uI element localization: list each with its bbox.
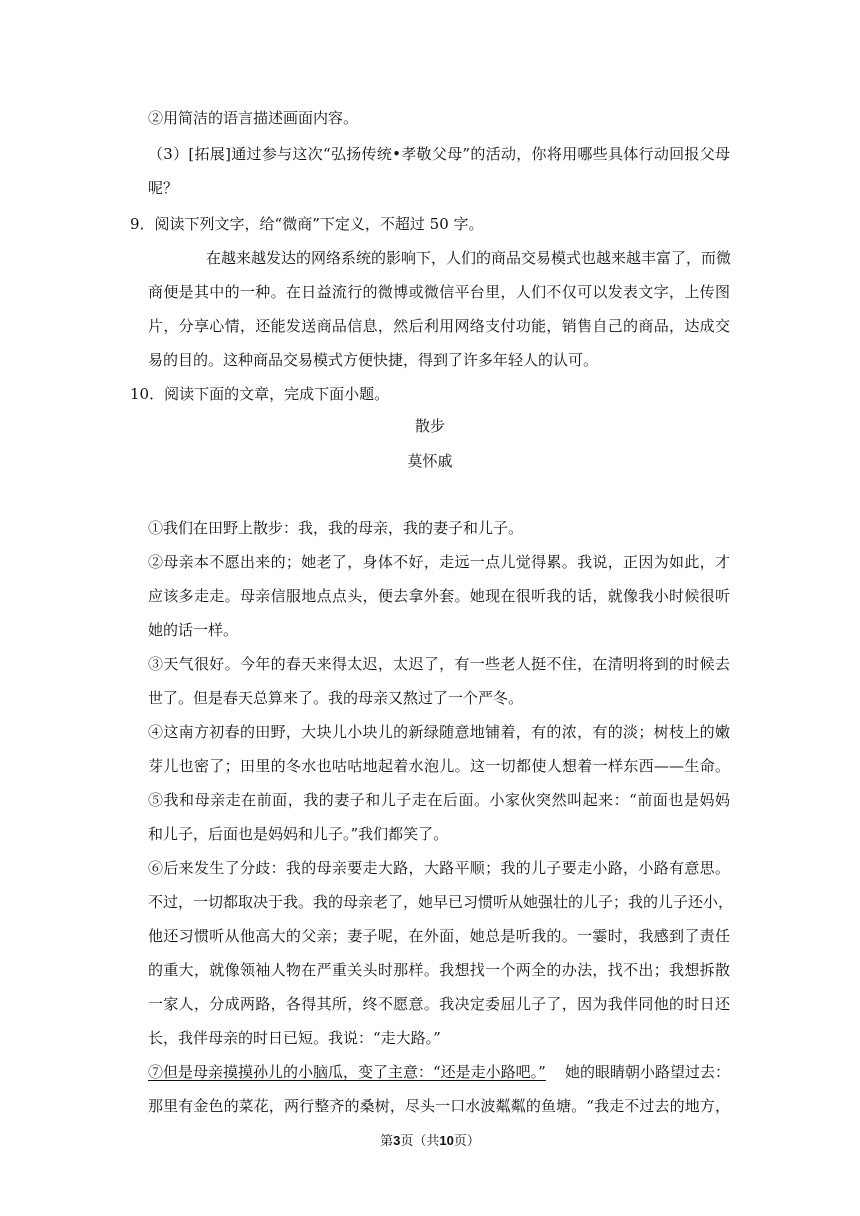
article-author: 莫怀戚	[407, 452, 453, 470]
article-para-6-line2: 不过，一切都取决于我。我的母亲老了，她早已习惯听从她强壮的儿子；我的儿子还小，	[148, 893, 734, 911]
article-para-5-line1: ⑤我和母亲走在前面，我的妻子和儿子走在后面。小家伙突然叫起来：“前面也是妈妈	[148, 791, 730, 809]
footer-mid: 页（共	[400, 1134, 440, 1149]
article-para-4-line2: 芽儿也密了；田里的冬水也咕咕地起着水泡儿。这一切都使人想着一样东西——生命。	[148, 757, 730, 775]
article-para-6-line3: 他还习惯听从他高大的父亲；妻子呢，在外面，她总是听我的。一霎时，我感到了责任	[148, 927, 730, 945]
article-para-5-line2: 和儿子，后面也是妈妈和儿子。”我们都笑了。	[148, 825, 449, 843]
article-para-2-line1: ②母亲本不愿出来的；她老了，身体不好，走远一点儿觉得累。我说，正因为如此，才	[148, 553, 730, 571]
underlined-sentence: ⑦但是母亲摸摸孙儿的小脑瓜，变了主意：“还是走小路吧。”	[148, 1063, 546, 1081]
q10-stem: 10．阅读下面的文章，完成下面小题。	[130, 385, 390, 403]
page-footer	[0, 1132, 860, 1151]
article-para-1: ①我们在田野上散步：我，我的母亲，我的妻子和儿子。	[148, 519, 524, 537]
q8-item3-line2: 呢？	[148, 179, 179, 197]
q8-item3-line1: （3）[拓展]通过参与这次“弘扬传统•孝敬父母”的活动，你将用哪些具体行动回报父母	[148, 145, 730, 163]
article-para-4-line1: ④这南方初春的田野，大块儿小块儿的新绿随意地铺着，有的浓，有的淡；树枝上的嫩	[148, 723, 730, 741]
para-7-line1-rest: 她的眼睛朝小路望过去：	[564, 1063, 730, 1081]
article-para-7-line1	[148, 1062, 730, 1082]
article-title: 散步	[414, 417, 445, 435]
footer-page-number: 3	[393, 1133, 401, 1148]
article-para-6-line4: 的重大，就像领袖人物在严重关头时那样。我想找一个两全的办法，找不出；我想拆散	[148, 961, 730, 979]
q9-stem: 9．阅读下列文字，给“微商”下定义，不超过 50 字。	[130, 215, 484, 233]
q9-passage-line1: 在越来越发达的网络系统的影响下，人们的商品交易模式也越来越丰富了，而微	[206, 249, 732, 267]
q9-passage-line2: 商便是其中的一种。在日益流行的微博或微信平台里，人们不仅可以发表文字，上传图	[148, 283, 730, 301]
article-para-6-line6: 长，我伴母亲的时日已短。我说：“走大路。”	[148, 1029, 441, 1047]
footer-prefix: 第	[380, 1134, 394, 1149]
footer-total-pages: 10	[439, 1133, 454, 1148]
q9-passage-line3: 片，分享心情，还能发送商品信息，然后利用网络支付功能，销售自己的商品，达成交	[148, 317, 730, 335]
q8-item2: ②用简洁的语言描述画面内容。	[148, 109, 359, 127]
footer-suffix: 页）	[453, 1134, 480, 1149]
article-para-2-line2: 应该多走走。母亲信服地点点头，便去拿外套。她现在很听我的话，就像我小时候很听	[148, 587, 730, 605]
article-para-6-line5: 一家人，分成两路，各得其所，终不愿意。我决定委屈儿子了，因为我伴同他的时日还	[148, 995, 730, 1013]
article-para-7-line2: 那里有金色的菜花，两行整齐的桑树，尽头一口水波粼粼的鱼塘。“我走不过去的地方，	[148, 1097, 730, 1115]
article-para-6-line1: ⑥后来发生了分歧：我的母亲要走大路，大路平顺；我的儿子要走小路，小路有意思。	[148, 859, 730, 877]
article-para-3-line2: 世了。但是春天总算来了。我的母亲又熬过了一个严冬。	[148, 689, 524, 707]
q9-passage-line4: 易的目的。这种商品交易模式方便快捷，得到了许多年轻人的认可。	[148, 351, 599, 369]
article-para-2-line3: 她的话一样。	[148, 621, 239, 639]
article-para-3-line1: ③天气很好。今年的春天来得太迟，太迟了，有一些老人挺不住，在清明将到的时候去	[148, 655, 730, 673]
